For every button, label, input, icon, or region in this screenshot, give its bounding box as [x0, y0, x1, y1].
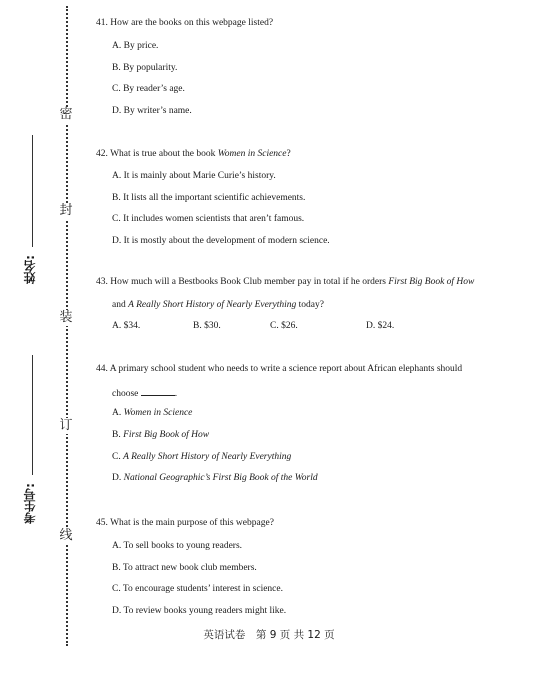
question-42-book-title: Women in Science: [217, 149, 287, 159]
question-42-option-a: A. It is mainly about Marie Curie’s history.: [112, 171, 276, 181]
seal-char-xian: 线: [59, 528, 73, 543]
question-41-option-c: C. By reader’s age.: [112, 84, 185, 94]
question-45-option-c: C. To encourage students’ interest in science.: [112, 584, 283, 594]
question-44-stem-line1: 44. A primary school student who needs to write a science report about African elephants should: [96, 364, 463, 374]
exam-id-label: 考生号:: [23, 483, 37, 524]
question-42-option-d: D. It is mostly about the development of modern science.: [112, 236, 330, 246]
question-42-option-b: B. It lists all the important scientific achievements.: [112, 193, 306, 203]
question-41-stem: 41. How are the books on this webpage listed?: [96, 18, 274, 28]
name-write-line: [32, 135, 33, 247]
question-45-option-d: D. To review books young readers might like.: [112, 606, 287, 616]
question-41-option-b: B. By popularity.: [112, 63, 178, 73]
question-45-option-b: B. To attract new book club members.: [112, 563, 257, 573]
seal-char-mi: 密: [59, 107, 73, 122]
seal-char-ding: 订: [59, 418, 73, 433]
question-44-option-d: D. National Geographic’s First Big Book of the World: [112, 473, 318, 483]
question-43-stem-line1: 43. How much will a Bestbooks Book Club member pay in total if he orders First Big Book of How: [96, 277, 475, 287]
question-44-stem-line2: choose .: [112, 386, 177, 400]
question-44-option-c: C. A Really Short History of Nearly Everything: [112, 452, 292, 462]
question-45-stem: 45. What is the main purpose of this webpage?: [96, 518, 274, 528]
seal-char-zhuang: 装: [59, 310, 73, 325]
answer-blank: [141, 386, 175, 396]
question-41-option-a: A. By price.: [112, 41, 159, 51]
binding-dotted-line: [66, 6, 68, 646]
question-43-option-d: D. $24.: [366, 321, 395, 331]
exam-id-write-line: [32, 355, 33, 475]
question-43-option-b: B. $30.: [193, 321, 221, 331]
name-field: [20, 135, 44, 295]
question-42-option-c: C. It includes women scientists that aren’t famous.: [112, 214, 305, 224]
question-41-option-d: D. By writer’s name.: [112, 106, 192, 116]
question-43-stem-line2: and A Really Short History of Nearly Everything today?: [112, 300, 324, 310]
question-44-option-b: B. First Big Book of How: [112, 430, 210, 440]
question-42-stem: 42. What is true about the book Women in Science?: [96, 149, 291, 159]
question-45-option-a: A. To sell books to young readers.: [112, 541, 243, 551]
exam-id-field: [20, 355, 44, 535]
name-label: 姓名:: [23, 255, 37, 284]
question-43-option-a: A. $34.: [112, 321, 141, 331]
question-43-option-c: C. $26.: [270, 321, 298, 331]
question-44-option-a: A. Women in Science: [112, 408, 193, 418]
page-footer: 英语试卷 第 9 页 共 12 页: [203, 629, 335, 641]
seal-char-feng: 封: [59, 203, 73, 218]
